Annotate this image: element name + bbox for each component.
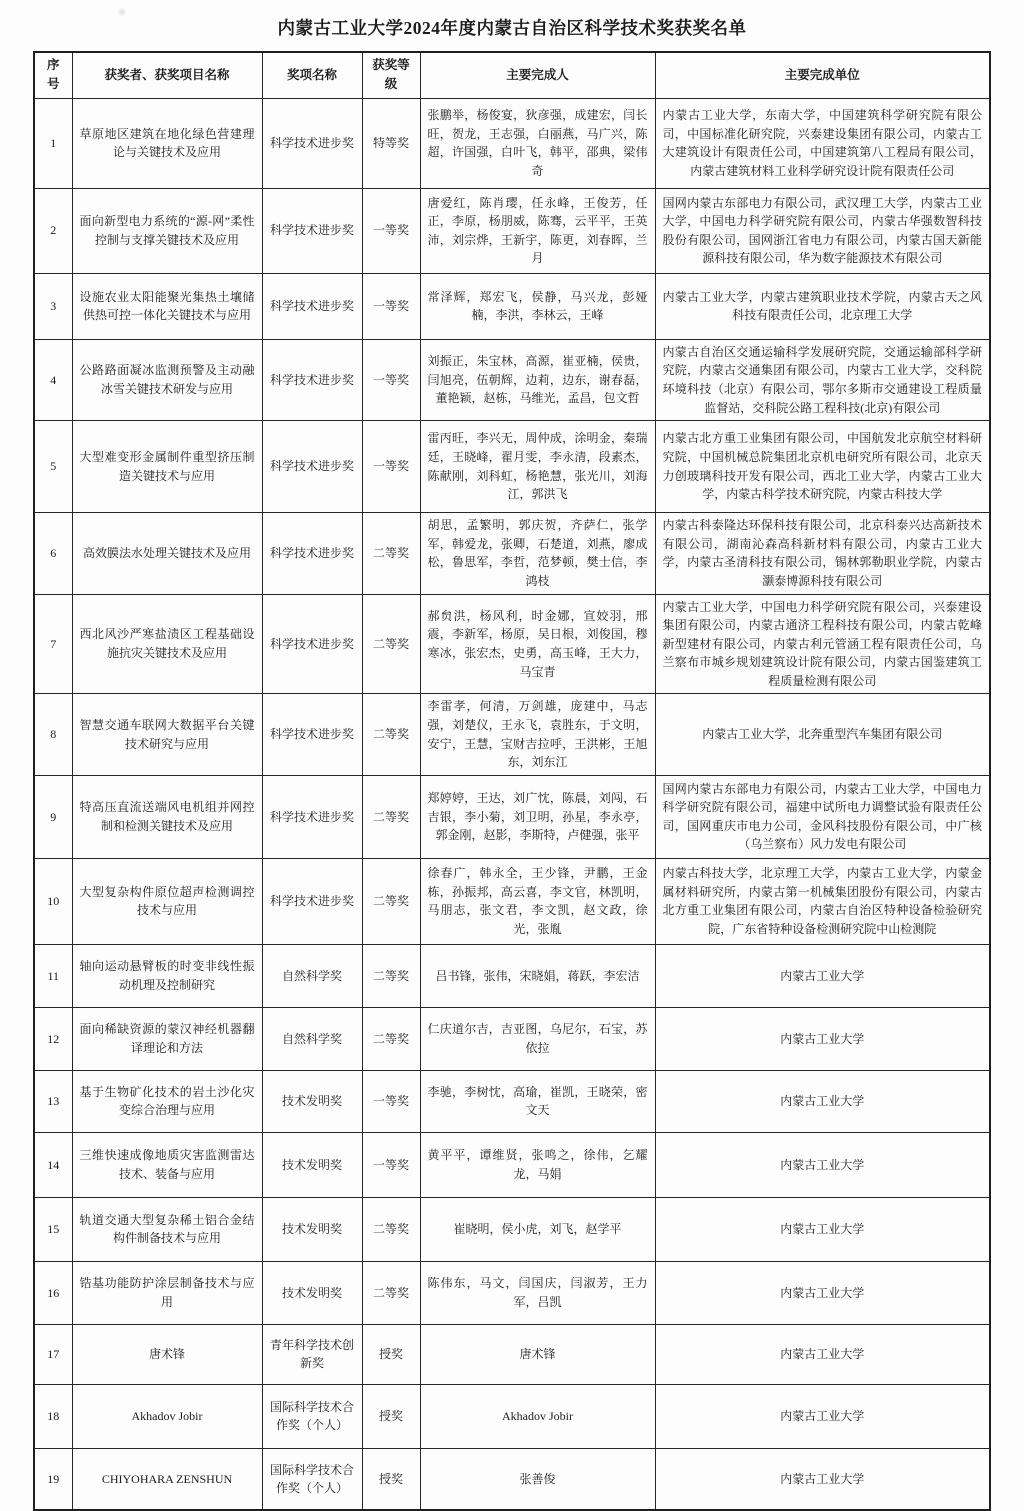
award-name-cell: 科学技术进步奖 [262,339,362,420]
row-number-cell: 17 [34,1324,72,1384]
project-name-cell: Akhadov Jobir [72,1384,262,1448]
award-table-body [34,98,990,1510]
award-grade-cell: 授奖 [362,1384,420,1448]
award-grade-cell: 特等奖 [362,98,420,188]
row-number-cell: 1 [34,98,72,188]
main-contributors-cell: 张鹏举，杨俊宴，狄彦强，成建宏，闫长旺，贺龙，王志强，白丽燕，马广兴，陈超，许国强，白叶飞，韩平，邵典，梁伟奇 [420,98,655,188]
project-name-cell: 公路路面凝冰监测预警及主动融冰雪关键技术研发与应用 [72,339,262,420]
award-name-cell: 科学技术进步奖 [262,421,362,513]
award-name-cell: 科学技术进步奖 [262,858,362,944]
header-main-units: 主要完成单位 [655,52,990,98]
award-grade-cell: 二等奖 [362,944,420,1007]
table-header-row [34,52,990,98]
award-grade-cell: 一等奖 [362,188,420,273]
header-award-name: 奖项名称 [262,52,362,98]
table-row [34,98,990,188]
main-units-cell: 内蒙古科泰隆达环保科技有限公司，北京科泰兴达高新技术有限公司，湖南沁森高科新材料有限公司，内蒙古工业大学，内蒙古圣清科技有限公司，锡林郭勒职业学院，内蒙古灏泰博源科技有限公司 [655,513,990,594]
main-units-cell: 内蒙古工业大学 [655,1261,990,1324]
main-contributors-cell: 胡思，孟繁明，郭庆贺，齐萨仁，张学军，韩爱龙，张卿，石楚道，刘燕，廖成松，鲁思军，李哲，范梦顿，樊士信，李鸿枝 [420,513,655,594]
table-row [34,694,990,775]
award-name-cell: 科学技术进步奖 [262,694,362,775]
table-row [34,1007,990,1070]
row-number-cell: 8 [34,694,72,775]
main-units-cell: 内蒙古工业大学，内蒙古建筑职业技术学院，内蒙古天之风科技有限责任公司，北京理工大学 [655,273,990,339]
award-grade-cell: 二等奖 [362,858,420,944]
table-row [34,1132,990,1197]
main-contributors-cell: 李雷孝，何清，万剑雄，庞建中，马志强，刘楚仪，王永飞，袁胜东，于文明，安宁，王慧，宝财吉拉呼，王洪彬，王旭东，刘东江 [420,694,655,775]
table-row [34,188,990,273]
row-number-cell: 18 [34,1384,72,1448]
award-grade-cell: 二等奖 [362,513,420,594]
row-number-cell: 13 [34,1070,72,1132]
main-contributors-cell: 张善俊 [420,1448,655,1510]
main-units-cell: 内蒙古工业大学 [655,1070,990,1132]
main-contributors-cell: 唐爱红，陈肖璎，任永峰，王俊芳，任正，李原，杨朋威，陈骞，云平平，王英沛，刘宗烨，王新宇，陈更，刘春晖，兰月 [420,188,655,273]
main-units-cell: 国网内蒙古东部电力有限公司，内蒙古工业大学，中国电力科学研究院有限公司，福建中试所电力调整试验有限责任公司，国网重庆市电力公司，金风科技股份有限公司，中广核（乌兰察布）风力发电有限公司 [655,775,990,858]
header-main-contributors: 主要完成人 [420,52,655,98]
main-contributors-cell: 陈伟东，马文，闫国庆，闫淑芳，王力军，吕凯 [420,1261,655,1324]
table-row [34,775,990,858]
main-units-cell: 内蒙古工业大学，东南大学，中国建筑科学研究院有限公司，中国标准化研究院，兴泰建设集团有限公司，内蒙古工大建筑设计有限责任公司，中国建筑第八工程局有限公司，内蒙古建筑材料工业科学研究设计院有限责任公司 [655,98,990,188]
table-row [34,944,990,1007]
main-units-cell: 内蒙古自治区交通运输科学发展研究院，交通运输部科学研究院，内蒙古交通集团有限公司，内蒙古工业大学，交科院环境科技（北京）有限公司，鄂尔多斯市交通建设工程质量监督站，交科院公路工程科技(北京)有限公司 [655,339,990,420]
project-name-cell: 轴向运动悬臂板的时变非线性振动机理及控制研究 [72,944,262,1007]
main-contributors-cell: 郝贠洪，杨风利，时金娜，宣姣羽，邢震，李新军，杨原，吴日根，刘俊国，穆寒冰，张宏杰，史勇，高玉峰，王大力，马宝青 [420,594,655,694]
award-name-cell: 自然科学奖 [262,944,362,1007]
main-units-cell: 内蒙古工业大学，中国电力科学研究院有限公司，兴泰建设集团有限公司，内蒙古通济工程科技有限公司，内蒙古乾峰新型建材有限公司，内蒙古利元管涵工程有限责任公司，乌兰察布市城乡规划建筑设计院有限公司，内蒙古国鉴建筑工程质量检测有限公司 [655,594,990,694]
project-name-cell: 大型复杂构件原位超声检测调控技术与应用 [72,858,262,944]
award-name-cell: 国际科学技术合作奖（个人） [262,1448,362,1510]
row-number-cell: 3 [34,273,72,339]
row-number-cell: 19 [34,1448,72,1510]
page-title: 内蒙古工业大学2024年度内蒙古自治区科学技术奖获奖名单 [277,18,747,38]
table-row [34,1324,990,1384]
main-contributors-cell: 唐术锋 [420,1324,655,1384]
table-row [34,273,990,339]
row-number-cell: 16 [34,1261,72,1324]
award-grade-cell: 一等奖 [362,1132,420,1197]
main-units-cell: 内蒙古工业大学，北奔重型汽车集团有限公司 [655,694,990,775]
project-name-cell: 面向新型电力系统的“源-网”柔性控制与支撑关键技术及应用 [72,188,262,273]
header-serial-number: 序号 [34,52,72,98]
main-units-cell: 内蒙古工业大学 [655,1132,990,1197]
award-name-cell: 技术发明奖 [262,1261,362,1324]
project-name-cell: 西北风沙严寒盐渍区工程基础设施抗灾关键技术及应用 [72,594,262,694]
award-grade-cell: 授奖 [362,1324,420,1384]
main-contributors-cell: 郑婷婷，王达，刘广忱，陈晨，刘闯，石吉银，李小菊，刘卫明，孙星，李永亭，郭金刚，赵影，李斯特，卢健强，张平 [420,775,655,858]
award-grade-cell: 二等奖 [362,1197,420,1261]
main-contributors-cell: 常泽辉，郑宏飞，侯静，马兴龙，彭娅楠，李洪，李林云，王峰 [420,273,655,339]
award-name-cell: 国际科学技术合作奖（个人） [262,1384,362,1448]
project-name-cell: 智慧交通车联网大数据平台关键技术研究与应用 [72,694,262,775]
row-number-cell: 11 [34,944,72,1007]
award-grade-cell: 二等奖 [362,1261,420,1324]
row-number-cell: 15 [34,1197,72,1261]
project-name-cell: 大型难变形金属制件重型挤压制造关键技术与应用 [72,421,262,513]
main-contributors-cell: 吕书锋，张伟，宋晓娟，蒋跃，李宏洁 [420,944,655,1007]
award-grade-cell: 一等奖 [362,339,420,420]
award-grade-cell: 二等奖 [362,594,420,694]
table-row [34,858,990,944]
award-name-cell: 科学技术进步奖 [262,273,362,339]
award-name-cell: 技术发明奖 [262,1070,362,1132]
award-name-cell: 自然科学奖 [262,1007,362,1070]
main-contributors-cell: 刘振正，朱宝林，高源，崔亚楠，侯贵，闫旭亮，伍朝辉，边莉，边东，谢春磊，董艳颖，赵栋，马维光，孟昌，包文哲 [420,339,655,420]
table-row [34,339,990,420]
header-award-grade: 获奖等级 [362,52,420,98]
main-units-cell: 国网内蒙古东部电力有限公司，武汉理工大学，内蒙古工业大学，中国电力科学研究院有限公司，内蒙古华强数智科技股份有限公司，国网浙江省电力有限公司，内蒙古国天新能源科技有限公司，华为数字能源技术有限公司 [655,188,990,273]
row-number-cell: 6 [34,513,72,594]
award-grade-cell: 二等奖 [362,1007,420,1070]
project-name-cell: 唐术锋 [72,1324,262,1384]
main-units-cell: 内蒙古工业大学 [655,1384,990,1448]
project-name-cell: 基于生物矿化技术的岩土沙化灾变综合治理与应用 [72,1070,262,1132]
table-row [34,594,990,694]
award-name-cell: 技术发明奖 [262,1197,362,1261]
main-contributors-cell: 崔晓明，侯小虎，刘飞，赵学平 [420,1197,655,1261]
award-name-cell: 科学技术进步奖 [262,188,362,273]
project-name-cell: 三维快速成像地质灾害监测雷达技术、装备与应用 [72,1132,262,1197]
award-grade-cell: 一等奖 [362,421,420,513]
main-units-cell: 内蒙古科技大学，北京理工大学，内蒙古工业大学，内蒙金属材料研究所，内蒙古第一机械集团股份有限公司，内蒙古北方重工业集团有限公司，内蒙古自治区特种设备检验研究院，广东省特种设备检测研究院中山检测院 [655,858,990,944]
table-row [34,513,990,594]
row-number-cell: 10 [34,858,72,944]
award-name-cell: 科学技术进步奖 [262,594,362,694]
table-row [34,1070,990,1132]
project-name-cell: 面向稀缺资源的蒙汉神经机器翻译理论和方法 [72,1007,262,1070]
main-contributors-cell: 仁庆道尔吉，吉亚图，乌尼尔，石宝，苏依拉 [420,1007,655,1070]
row-number-cell: 9 [34,775,72,858]
header-awardee-project-name: 获奖者、获奖项目名称 [72,52,262,98]
main-contributors-cell: 李驰，李树忱，高瑜，崔凯，王晓荣，密文天 [420,1070,655,1132]
main-units-cell: 内蒙古工业大学 [655,1448,990,1510]
row-number-cell: 5 [34,421,72,513]
award-name-cell: 科学技术进步奖 [262,98,362,188]
table-row [34,1197,990,1261]
award-grade-cell: 授奖 [362,1448,420,1510]
project-name-cell: 高效膜法水处理关键技术及应用 [72,513,262,594]
table-row [34,1448,990,1510]
row-number-cell: 14 [34,1132,72,1197]
project-name-cell: 锆基功能防护涂层制备技术与应用 [72,1261,262,1324]
row-number-cell: 7 [34,594,72,694]
project-name-cell: 轨道交通大型复杂稀土铝合金结构件制备技术与应用 [72,1197,262,1261]
project-name-cell: CHIYOHARA ZENSHUN [72,1448,262,1510]
award-name-cell: 青年科学技术创新奖 [262,1324,362,1384]
row-number-cell: 12 [34,1007,72,1070]
award-grade-cell: 一等奖 [362,273,420,339]
row-number-cell: 2 [34,188,72,273]
project-name-cell: 设施农业太阳能聚光集热土壤储供热可控一体化关键技术与应用 [72,273,262,339]
project-name-cell: 草原地区建筑在地化绿色营建理论与关键技术及应用 [72,98,262,188]
award-grade-cell: 二等奖 [362,775,420,858]
project-name-cell: 特高压直流送端风电机组并网控制和检测关键技术及应用 [72,775,262,858]
main-units-cell: 内蒙古工业大学 [655,1007,990,1070]
main-contributors-cell: 黄平平，谭维贤，张鸣之，徐伟，乞耀龙，马娟 [420,1132,655,1197]
award-name-cell: 技术发明奖 [262,1132,362,1197]
award-name-cell: 科学技术进步奖 [262,513,362,594]
award-name-cell: 科学技术进步奖 [262,775,362,858]
main-contributors-cell: 徐春广，韩永全，王少锋，尹鹏，王金栋，孙振邦，高云喜，李文官，林凯明，马朋志，张文君，李文凯，赵文政，徐光，张胤 [420,858,655,944]
award-grade-cell: 一等奖 [362,1070,420,1132]
main-contributors-cell: Akhadov Jobir [420,1384,655,1448]
row-number-cell: 4 [34,339,72,420]
main-units-cell: 内蒙古工业大学 [655,1324,990,1384]
table-row [34,421,990,513]
smudge-mark [119,9,125,15]
main-units-cell: 内蒙古北方重工业集团有限公司，中国航发北京航空材料研究院，中国机械总院集团北京机电研究所有限公司，北京天力创玻璃科技开发有限公司，西北工业大学，内蒙古工业大学，内蒙古科学技术研究院，内蒙古科技大学 [655,421,990,513]
award-grade-cell: 二等奖 [362,694,420,775]
main-units-cell: 内蒙古工业大学 [655,1197,990,1261]
main-contributors-cell: 雷丙旺，李兴无，周仲成，涂明金，秦瑞廷，王晓峰，翟月雯，李永清，段素杰，陈献刚，刘科虹，杨艳慧，张光川，刘海江，郭洪飞 [420,421,655,513]
awards-table [33,51,991,1511]
main-units-cell: 内蒙古工业大学 [655,944,990,1007]
table-row [34,1384,990,1448]
table-row [34,1261,990,1324]
